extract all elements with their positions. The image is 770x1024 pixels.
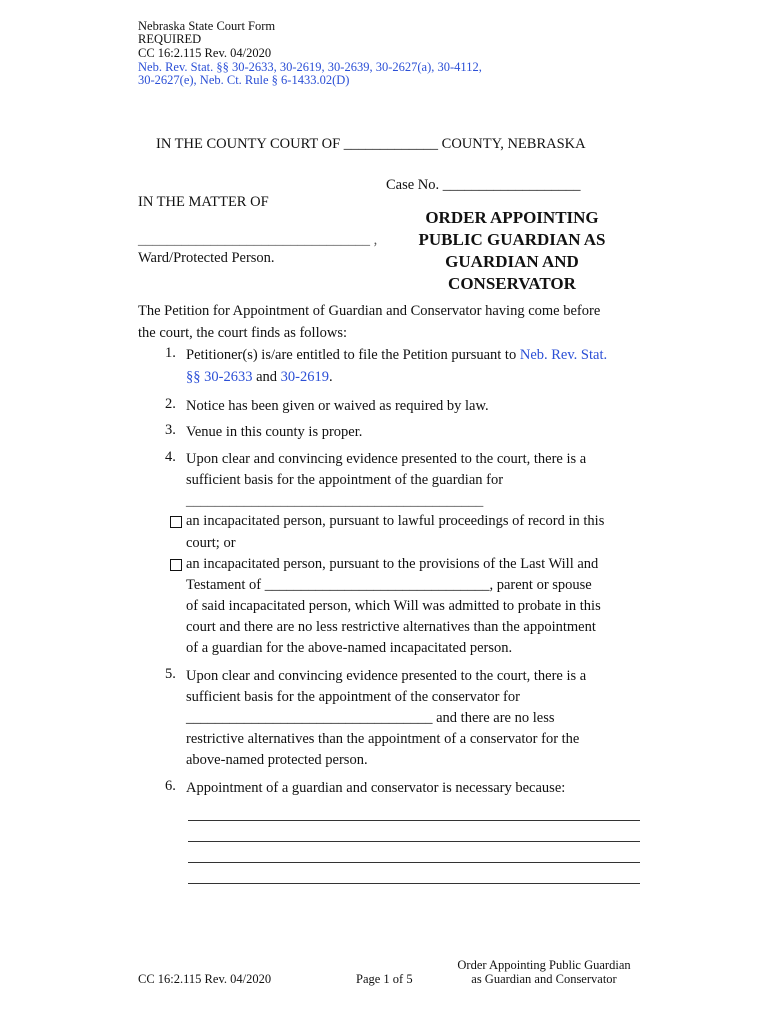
option-2-line-2: Testament of _______________________________, parent or spouse xyxy=(186,577,592,593)
statute-link-neb-rev-stat[interactable]: Neb. Rev. Stat. xyxy=(519,347,608,363)
incapacitated-proceedings-checkbox[interactable] xyxy=(170,516,182,528)
reason-line-4[interactable] xyxy=(188,883,640,884)
reason-line-2[interactable] xyxy=(188,841,640,842)
item-5-line-4: restrictive alternatives than the appointment of a conservator for the xyxy=(186,731,580,747)
item-1-text-main: Petitioner(s) is/are entitled to file the Petition pursuant to xyxy=(186,347,520,363)
item-1-and: and xyxy=(252,369,281,385)
item-5-number: 5. xyxy=(165,666,176,682)
footer-title-1: Order Appointing Public Guardian xyxy=(457,958,631,972)
option-2-line-4: court and there are no less restrictive alternatives than the appointment xyxy=(186,619,596,635)
footer-page-number: Page 1 of 5 xyxy=(356,972,413,986)
item-3-number: 3. xyxy=(165,422,176,438)
item-6-number: 6. xyxy=(165,778,176,794)
title-line-4: CONSERVATOR xyxy=(448,274,576,293)
case-number: Case No. ___________________ xyxy=(386,177,581,193)
item-1-text xyxy=(186,345,607,367)
statute-link-30-2633[interactable]: §§ 30-2633 xyxy=(186,369,253,385)
item-4-line-1: Upon clear and convincing evidence presented to the court, there is a xyxy=(186,451,587,467)
matter-label: IN THE MATTER OF xyxy=(138,194,269,210)
item-1-number: 1. xyxy=(165,345,176,361)
option-2-line-5: of a guardian for the above-named incapacitated person. xyxy=(186,640,513,656)
item-5-line-3: __________________________________ and there are no less xyxy=(186,710,555,726)
item-1-text-cont xyxy=(186,367,333,389)
incapacitated-will-checkbox[interactable] xyxy=(170,559,182,571)
guardian-for-blank: _________________________________________ xyxy=(186,493,484,509)
item-5-line-5: above-named protected person. xyxy=(186,752,368,768)
item-5-line-2: sufficient basis for the appointment of the conservator for xyxy=(186,689,520,705)
title-line-1: ORDER APPOINTING xyxy=(425,208,599,227)
reason-line-3[interactable] xyxy=(188,862,640,863)
item-4-line-2: sufficient basis for the appointment of the guardian for xyxy=(186,472,504,488)
option-1-line-1: an incapacitated person, pursuant to lawful proceedings of record in this xyxy=(186,513,605,529)
item-4-number: 4. xyxy=(165,449,176,465)
item-6-text: Appointment of a guardian and conservator is necessary because: xyxy=(186,780,566,796)
statute-reference-1[interactable]: Neb. Rev. Stat. §§ 30-2633, 30-2619, 30-2639, 30-2627(a), 30-4112, xyxy=(138,60,482,74)
statute-link-30-2619[interactable]: 30-2619 xyxy=(280,369,329,385)
form-number: CC 16:2.115 Rev. 04/2020 xyxy=(138,46,272,60)
item-5-line-1: Upon clear and convincing evidence presented to the court, there is a xyxy=(186,668,587,684)
footer-title-2: as Guardian and Conservator xyxy=(471,972,617,986)
title-line-3: GUARDIAN AND xyxy=(445,252,579,271)
item-2-number: 2. xyxy=(165,396,176,412)
item-3-text: Venue in this county is proper. xyxy=(186,424,363,440)
intro-line-2: the court, the court finds as follows: xyxy=(138,325,347,341)
footer-form-number: CC 16:2.115 Rev. 04/2020 xyxy=(138,972,272,986)
title-line-2: PUBLIC GUARDIAN AS xyxy=(418,230,606,249)
ward-label: Ward/Protected Person. xyxy=(138,250,275,266)
statute-reference-2[interactable]: 30-2627(e), Neb. Ct. Rule § 6-1433.02(D) xyxy=(138,73,350,87)
intro-line-1: The Petition for Appointment of Guardian and Conservator having come before xyxy=(138,303,601,319)
document-title xyxy=(397,207,627,295)
option-1-line-2: court; or xyxy=(186,535,236,551)
form-source: Nebraska State Court Form xyxy=(138,19,276,33)
item-1-period: . xyxy=(329,369,333,385)
court-heading: IN THE COUNTY COURT OF _____________ COUNTY, NEBRASKA xyxy=(156,136,586,152)
option-2-line-1: an incapacitated person, pursuant to the provisions of the Last Will and xyxy=(186,556,599,572)
reason-line-1[interactable] xyxy=(188,820,640,821)
option-2-line-3: of said incapacitated person, which Will was admitted to probate in this xyxy=(186,598,601,614)
ward-name-blank: ________________________________ , xyxy=(138,232,378,248)
required-label: REQUIRED xyxy=(138,32,202,46)
item-2-text: Notice has been given or waived as required by law. xyxy=(186,398,489,414)
